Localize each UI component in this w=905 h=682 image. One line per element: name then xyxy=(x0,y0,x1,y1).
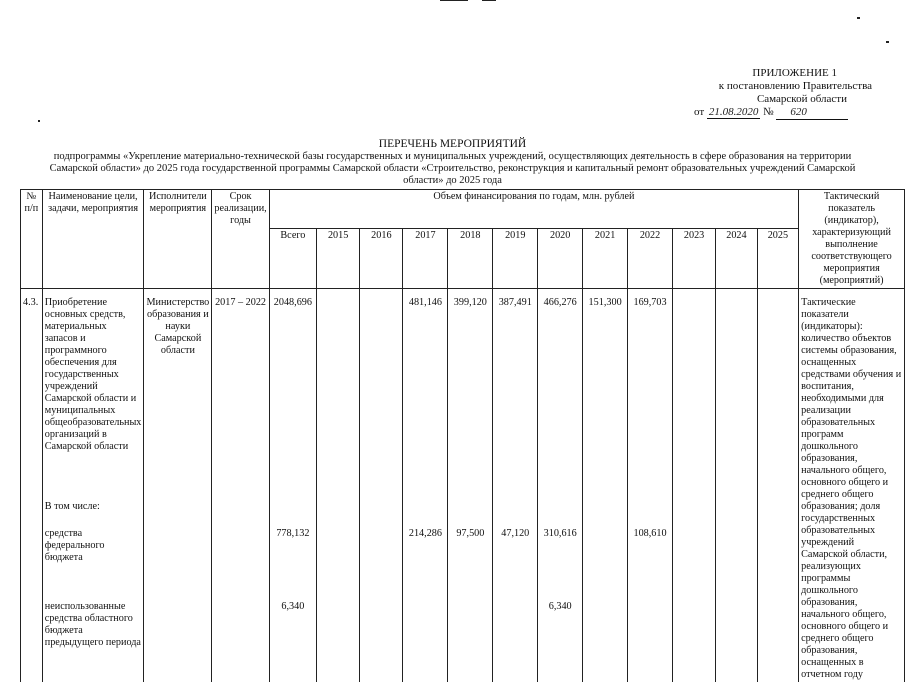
decree-number: 620 xyxy=(776,106,848,120)
row-value xyxy=(317,289,360,500)
row-value: 151,300 xyxy=(583,289,628,500)
sub-row-value xyxy=(628,600,673,682)
header-year: 2022 xyxy=(628,229,673,289)
header-num: № п/п xyxy=(21,190,43,289)
row-value xyxy=(360,289,403,500)
scan-dot xyxy=(38,120,40,122)
sub-row-value: 214,286 xyxy=(403,527,448,600)
sub-row-value xyxy=(317,600,360,682)
header-year: 2025 xyxy=(757,229,798,289)
appendix-line-2: Самарской области xyxy=(612,93,847,106)
including-label: В том числе: xyxy=(42,500,144,527)
document-title: ПЕРЕЧЕНЬ МЕРОПРИЯТИЙ xyxy=(0,138,905,150)
header-year: 2015 xyxy=(317,229,360,289)
sub-row-name: неиспользованные средства областного бюджета предыдущего периода xyxy=(42,600,144,682)
appendix-line-1: к постановлению Правительства xyxy=(612,80,872,93)
row-value: 466,276 xyxy=(538,289,583,500)
header-year: 2018 xyxy=(448,229,493,289)
row-value xyxy=(672,289,715,500)
header-financing: Объем финансирования по годам, млн. рублей xyxy=(269,190,798,229)
row-value xyxy=(716,289,757,500)
appendix-date-line xyxy=(612,106,872,120)
row-num: 4.3. xyxy=(21,289,43,500)
header-year: 2019 xyxy=(493,229,538,289)
measures-table xyxy=(20,189,905,682)
header-name: Наименование цели, задачи, мероприятия xyxy=(42,190,144,289)
number-label: № xyxy=(763,106,774,118)
header-year: 2017 xyxy=(403,229,448,289)
sub-row-value xyxy=(317,527,360,600)
header-year: 2021 xyxy=(583,229,628,289)
row-value: 481,146 xyxy=(403,289,448,500)
header-executors: Исполнители мероприятия xyxy=(144,190,212,289)
sub-row-value xyxy=(403,600,448,682)
scan-dot xyxy=(857,17,860,19)
sub-row-total: 6,340 xyxy=(269,600,316,682)
sub-row-value xyxy=(448,600,493,682)
table-row-main xyxy=(21,289,905,500)
row-executor: Министерство образования и науки Самарской области xyxy=(144,289,212,500)
table-row-including xyxy=(21,500,905,527)
sub-row-value xyxy=(716,527,757,600)
sub-row-value xyxy=(583,527,628,600)
appendix-title: ПРИЛОЖЕНИЕ 1 xyxy=(612,67,837,80)
table-row-sub xyxy=(21,600,905,682)
sub-row-value: 310,616 xyxy=(538,527,583,600)
header-indicator: Тактический показатель (индикатор), характеризующий выполнение соответствующего мероприятия (мероприятий) xyxy=(799,190,905,289)
sub-row-value: 97,500 xyxy=(448,527,493,600)
row-term: 2017 – 2022 xyxy=(212,289,269,500)
row-name: Приобретение основных средств, материальных запасов и программного обеспечения для государственных учреждений Самарской области и муниципальных общеобразовательных организаций в Самарской области xyxy=(42,289,144,500)
header-year: 2024 xyxy=(716,229,757,289)
header-year: 2016 xyxy=(360,229,403,289)
appendix-block xyxy=(612,67,872,120)
sub-row-value: 47,120 xyxy=(493,527,538,600)
row-indicator: Тактические показатели (индикаторы): количество объектов системы образования, оснащенных средствами обучения и воспитания, необходимыми для реализации образовательных программ дошкольного образования, начального общего, основного общего и среднего общего образования; доля государственных образовательных учреждений Самарской области, реализующих программы дошкольного образования, начального общего, основного общего и среднего общего образования, оснащенных в отчетном году xyxy=(799,289,905,682)
row-value: 169,703 xyxy=(628,289,673,500)
sub-row-value: 6,340 xyxy=(538,600,583,682)
date-from-label: от xyxy=(694,106,704,118)
sub-row-value xyxy=(360,527,403,600)
sub-row-value: 108,610 xyxy=(628,527,673,600)
header-term: Срок реализации, годы xyxy=(212,190,269,289)
sub-row-value xyxy=(716,600,757,682)
row-value xyxy=(757,289,798,500)
sub-row-value xyxy=(583,600,628,682)
row-total: 2048,696 xyxy=(269,289,316,500)
header-year: 2023 xyxy=(672,229,715,289)
table-row-sub xyxy=(21,527,905,600)
row-value: 387,491 xyxy=(493,289,538,500)
decree-date: 21.08.2020 xyxy=(707,106,761,119)
sub-row-value xyxy=(757,527,798,600)
scan-dash xyxy=(440,0,468,1)
row-value: 399,120 xyxy=(448,289,493,500)
sub-row-value xyxy=(672,600,715,682)
sub-row-value xyxy=(360,600,403,682)
scan-dot xyxy=(886,41,889,43)
sub-row-value xyxy=(493,600,538,682)
scan-dash xyxy=(482,0,496,1)
document-subtitle: подпрограммы «Укрепление материально-технической базы государственных и муниципальных учреждений, осуществляющих деятельность в сфере образования на территории Самарской области» до 2025 года государственной программы Самарской области «Строительство, реконструкция и капитальный ремонт образовательных учреждений Самарской области» до 2025 года xyxy=(40,151,865,187)
header-total: Всего xyxy=(269,229,316,289)
sub-row-value xyxy=(757,600,798,682)
sub-row-value xyxy=(672,527,715,600)
header-year: 2020 xyxy=(538,229,583,289)
sub-row-total: 778,132 xyxy=(269,527,316,600)
sub-row-name: средства федерального бюджета xyxy=(42,527,144,600)
